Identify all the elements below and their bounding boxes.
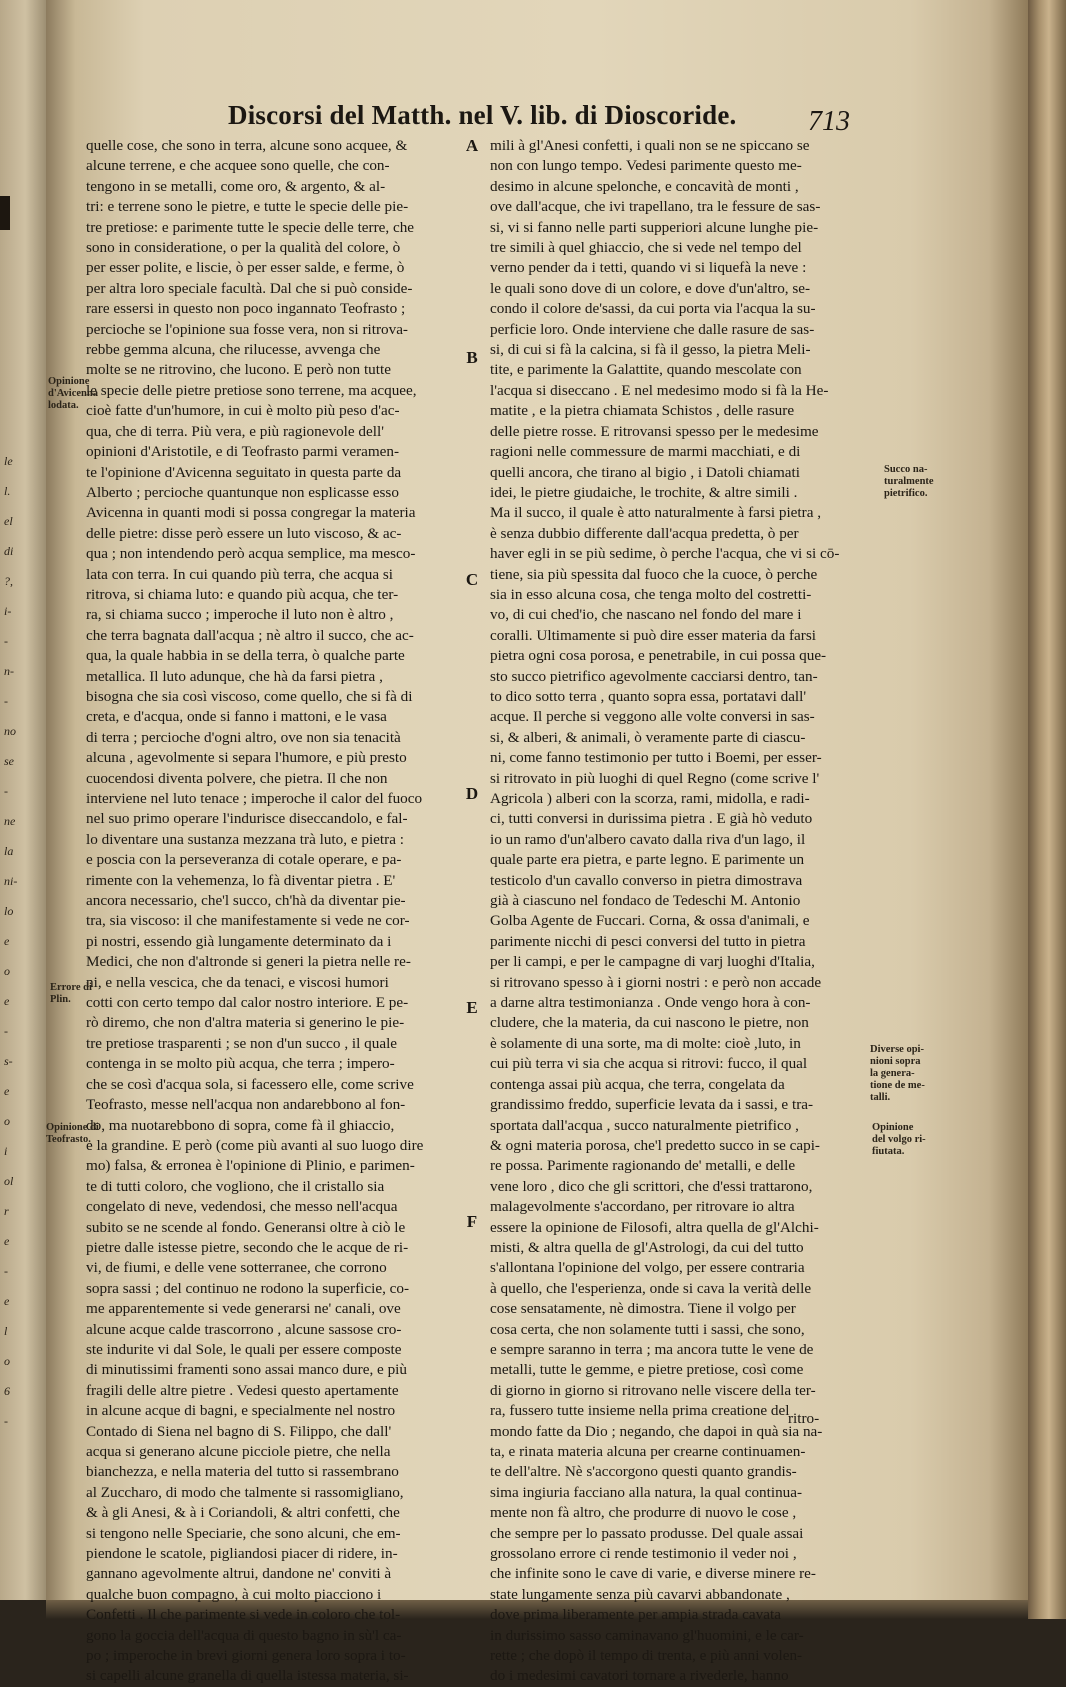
facing-page-fragment: ?, [4, 574, 13, 588]
text-line: po ; imperoche in brevi giorni genera loro sopra i to- [86, 1647, 406, 1665]
text-line: che se così d'acqua sola, si facessero elle, come scrive [86, 1075, 414, 1093]
text-line: re possa. Parimente ragionando de' metalli, e delle [490, 1157, 796, 1175]
section-letter: F [466, 1212, 478, 1231]
margin-note-line: talli. [870, 1092, 891, 1103]
text-line: idei, le pietre giudaiche, le trochite, & altre simili . [490, 483, 798, 501]
text-line: alcune acque calde trascorrono , alcune sassose cro- [86, 1320, 402, 1338]
text-line: cui più terra vi sia che acqua si ritrovi: fucco, il qual [490, 1055, 808, 1073]
text-line: si capelli alcune granella di quella istessa materia, si- [86, 1667, 409, 1685]
text-line: Teofrasto, messe nell'acqua non andarebbono al fon- [86, 1096, 406, 1114]
text-line: rebbe gemma alcuna, che rilucesse, avvenga che [86, 341, 381, 359]
facing-page-fragment: i [4, 1144, 8, 1158]
facing-page-fragment: e [4, 1294, 10, 1308]
text-line: ste indurite vi dal Sole, le quali per essere composte [86, 1340, 402, 1358]
text-line: tiene, sia più spessita dal fuoco che la cuoce, ò perche [490, 565, 818, 583]
facing-page-fragment: se [4, 754, 14, 768]
text-line: mo) falsa, & erronea è l'opinione di Plinio, e parimen- [86, 1157, 415, 1175]
text-line: vene loro , dico che gli scrittori, che d'essi trattarono, [490, 1177, 813, 1195]
text-line: & ogni materia porosa, che'l predetto succo in se capi- [490, 1136, 820, 1154]
text-line: grossolano errore ci rende testimonio il veder noi , [490, 1545, 797, 1563]
text-line: cotti con certo tempo dal calor nostro interiore. E pe- [86, 994, 409, 1012]
text-line: Medici, che non d'altronde si generi la pietra nelle re- [86, 953, 411, 971]
text-line: do i medesimi cavatori tornare a rivederle, hanno [490, 1667, 789, 1685]
text-line: per altra loro speciale facultà. Dal che si può conside- [86, 279, 413, 297]
text-line: ci, tutti conversi in durissima pietra . E già hò veduto [490, 810, 813, 828]
text-line: bisogna che sia così viscoso, come quello, che si fà di [86, 687, 413, 705]
facing-page-fragment: l. [4, 484, 11, 498]
text-line: sia in esso alcuna cosa, che tenga molto del costretti- [490, 585, 812, 603]
text-line: misti, & altra quella de gl'Astrologi, da cui del tutto [490, 1238, 804, 1256]
text-line: io un ramo d'un'albero cavato dalla riva d'un lago, il [490, 830, 806, 848]
margin-note-line: turalmente [884, 476, 934, 487]
text-line: acqua si generano alcune picciole pietre, che nella [86, 1443, 391, 1460]
text-line: Confetti . Il che parimente si vede in coloro che tol- [86, 1606, 401, 1624]
text-line: le quali sono dove di un colore, e dove d'un'altro, se- [490, 279, 811, 297]
text-line: quelli ancora, che tirano al bigio , i Datoli chiamati [490, 463, 800, 481]
text-line: testicolo d'un cavallo converso in pietra dimostrava [490, 871, 803, 889]
text-line: di terra ; percioche d'ogni altro, ove non sia tenacità [86, 728, 401, 746]
text-line: si ritrovano spesso à i giorni nostri : e però non accade [490, 973, 822, 991]
text-line: lata con terra. In cui quando più terra, che acqua si [86, 565, 393, 583]
text-line: state lungamente senza più cavarvi abbandonate , [490, 1585, 790, 1603]
facing-page-fragment: - [4, 1264, 8, 1278]
text-line: mondo fatte da Dio ; negando, che dapoi in quà sia na- [490, 1422, 823, 1440]
text-line: Contado di Siena nel bagno di S. Filippo, che dall' [86, 1422, 392, 1440]
text-line: sportata dall'acqua , succo naturalmente pietrifico , [490, 1116, 799, 1134]
text-line: ove dall'acque, che ivi trapellano, tra le fessure de sas- [490, 198, 821, 216]
margin-note-line: nioni sopra [870, 1056, 921, 1067]
text-line: in alcune acque di bagni, e specialmente nel nostro [86, 1402, 396, 1420]
text-line: te l'opinione d'Avicenna seguitato in questa parte da [86, 463, 402, 481]
text-line: è solamente di una sorte, ma di molte: cioè ,luto, in [490, 1034, 801, 1052]
text-column-left [86, 136, 456, 1687]
text-line: fragili delle altre pietre . Vedesi questo apertamente [86, 1381, 399, 1399]
text-line: pietre dalle istesse pietre, secondo che le acque de ri- [86, 1238, 409, 1256]
text-line: rò diremo, che non d'altra materia si generino le pie- [86, 1014, 405, 1032]
text-line: pietra ogni cosa porosa, e penetrabile, in cui possa que- [490, 647, 827, 665]
facing-page-fragment: - [4, 784, 8, 798]
margin-note [884, 464, 934, 500]
text-line: percioche se l'opinione sua fosse vera, non si ritrova- [86, 320, 408, 338]
text-line: ni, e nella vescica, che da tenaci, e viscosi humori [86, 973, 389, 991]
text-line: sopra sassi ; del continuo ne rodono la superficie, co- [86, 1279, 410, 1297]
margin-note-line: fiutata. [872, 1146, 905, 1157]
facing-page-fragment: l [4, 1324, 8, 1338]
text-line: rare essersi in questo non poco ingannato Teofrasto ; [86, 300, 406, 318]
text-line: creta, e d'acqua, onde si fanno i mattoni, e le vasa [86, 708, 387, 726]
text-line: le specie delle pietre pretiose sono terrene, ma acquee, [86, 381, 417, 399]
margin-note-line: Errore di [50, 982, 92, 993]
text-line: ragioni nelle commessure de marmi macchiati, e di [490, 443, 801, 461]
facing-page-fragment: 6 [4, 1384, 10, 1398]
section-letter: B [466, 348, 478, 367]
text-line: acque. Il perche si veggono alle volte conversi in sas- [490, 708, 815, 726]
facing-page-fragment: el [4, 514, 13, 528]
text-line: che sempre per lo passato produsse. Del quale assai [490, 1524, 804, 1542]
text-line: quale parte era pietra, e parte legno. E parimente un [490, 851, 805, 869]
text-line: & à gli Anesi, & à i Coriandoli, & altri confetti, che [86, 1504, 400, 1522]
facing-page-fragment: s- [4, 1054, 13, 1068]
margin-note-line: pietrifico. [884, 488, 928, 499]
text-line: ta, e rinata materia alcuna per crearne continuamen- [490, 1443, 806, 1460]
text-line: sono in consideratione, o per la qualità del colore, ò [86, 239, 401, 257]
text-line: contenga in se molto più acqua, che terra ; impero- [86, 1055, 395, 1073]
text-line: malagevolmente s'accordano, per ritrovare io altra [490, 1198, 795, 1216]
text-column-right [490, 136, 866, 1687]
text-line: si, & alberi, & animali, ò veramente parte di ciascu- [490, 728, 806, 746]
margin-note-line: Teofrasto. [46, 1134, 91, 1145]
text-line: parimente nicchi di pesci conversi del tutto in pietra [490, 932, 806, 950]
text-line: perficie loro. Onde interviene che dalle rasure de sas- [490, 320, 815, 338]
text-line: bianchezza, e nella materia del tutto si rassembrano [86, 1463, 399, 1481]
margin-note [46, 1122, 99, 1146]
text-line: delle pietre rosse. E ritrovansi spesso per le medesime [490, 422, 819, 440]
facing-page-fragment: o [4, 1354, 10, 1368]
text-line: coralli. Ultimamente si può dire esser materia da farsi [490, 626, 816, 644]
text-line: molte se ne ritrovino, che lucono. E però non tutte [86, 361, 391, 379]
facing-page-fragment: - [4, 694, 8, 708]
text-line: Agricola ) alberi con la scorza, rami, midolla, e radi- [490, 790, 810, 807]
text-line: ni, come fanno testimonio per tutto i Boemi, per esser- [490, 749, 822, 767]
text-line: per li campi, e per le campagne di varj luoghi d'Italia, [490, 953, 815, 971]
text-line: cioè fatte d'un'humore, in cui è molto più peso d'ac- [86, 402, 400, 420]
text-line: a darne altra testimonianza . Onde vengo hora à con- [490, 994, 811, 1012]
text-line: l'acqua si diseccano . E nel medesimo modo si fà la He- [490, 381, 829, 399]
text-line: rette ; che dopò il tempo di trenta, e più anni volen- [490, 1647, 803, 1665]
text-line: e sempre saranno in terra ; ma ancora tutte le vene de [490, 1340, 814, 1358]
text-line: à quello, che l'esperienza, onde si cava la verità delle [490, 1279, 812, 1297]
facing-page-fragment: ne [4, 814, 16, 828]
text-line: qualche buon compagno, à cui molto piacciono i [86, 1585, 382, 1603]
text-line: si ritrovato in più luoghi di quel Regno (come scrive l' [490, 769, 820, 787]
text-line: in durissimo sasso caminavano gl'huomini, e le car- [490, 1626, 804, 1644]
text-line: gono la goccia dell'acqua di questo bagno in sù'l ca- [86, 1626, 402, 1644]
margin-note-line: la genera- [870, 1068, 915, 1079]
margin-note-line: Plin. [50, 994, 71, 1005]
text-line: ancora necessario, che'l succo, ch'hà da diventar pie- [86, 892, 406, 910]
margin-note-line: Succo na- [884, 464, 928, 475]
text-line: mente non fà altro, che produrre di nuovo le cose , [490, 1504, 797, 1522]
margin-note [872, 1122, 926, 1158]
text-line: piendone le scatole, pigliandosi piacer di ridere, in- [86, 1545, 398, 1563]
text-line: si tengono nelle Speciarie, che sono alcuni, che em- [86, 1524, 401, 1542]
text-line: desimo in alcune spelonche, e concavità de monti , [490, 177, 799, 195]
text-line: Alberto ; percioche quantunque non esplicasse esso [86, 483, 399, 501]
text-line: tite, e parimente la Galattite, quando mescolate con [490, 361, 802, 379]
text-line: si, di cui si fà la calcina, si fà il gesso, la pietra Meli- [490, 341, 811, 359]
margin-note-line: Diverse opi- [870, 1044, 924, 1055]
text-line: vi, de fiumi, e delle vene sotterranee, che corrono [86, 1259, 387, 1277]
book-page-edge [1028, 0, 1066, 1619]
facing-page-fragment: - [4, 1414, 8, 1428]
text-line: essere la opinione de Filosofi, altra quella de gl'Alchi- [490, 1218, 819, 1236]
section-letter: D [465, 784, 479, 803]
facing-page-fragment: lo [4, 904, 14, 918]
text-line: haver egli in se più sedime, ò perche l'acqua, che vi si cō- [490, 545, 840, 563]
text-line: di giorno in giorno si ritrovano nelle viscere della ter- [490, 1381, 816, 1399]
facing-page-edge [0, 0, 46, 1600]
margin-note [870, 1044, 925, 1104]
text-line: interviene nel luto tenace ; imperoche il calor del fuoco [86, 790, 423, 807]
text-line: qua ; non intendendo però acqua semplice, ma mesco- [86, 545, 416, 563]
text-line: di minutissimi framenti sono assai manco dure, e più [86, 1361, 407, 1379]
text-line: cosa certa, che non solamente tutti i sassi, che sono, [490, 1320, 805, 1338]
margin-note-line: Opinione [48, 376, 90, 387]
margin-note-line: del volgo ri- [872, 1134, 926, 1145]
text-line: delle pietre: disse però essere un luto viscoso, & ac- [86, 524, 402, 542]
text-line: sto succo pietrifico agevolmente cacciarsi dentro, tan- [490, 667, 818, 685]
text-line: che terra bagnata dall'acqua ; nè altro il succo, che ac- [86, 626, 414, 644]
text-line: cuocendosi diventa polvere, che pietra. Il che non [86, 769, 388, 787]
text-line: ra, si chiama succo ; imperoche il luto non è altro , [86, 606, 394, 624]
text-line: contenga assai più acqua, che terra, congelata da [490, 1075, 785, 1093]
text-line: quelle cose, che sono in terra, alcune sono acquee, & [86, 137, 408, 154]
text-line: mili à gl'Anesi confetti, i quali non se ne spiccano se [490, 137, 810, 154]
text-line: tre pretiose: e parimente tutte le specie delle terre, che [86, 218, 415, 236]
text-line: e poscia con la perseveranza di cotale operare, e pa- [86, 851, 402, 869]
facing-page-fragment: - [4, 1024, 8, 1038]
margin-note-line: lodata. [48, 400, 79, 411]
text-line: opinioni d'Aristotile, e di Teofrasto parmi veramen- [86, 443, 400, 461]
text-line: gannano agevolmente altrui, dandone ne' conviti à [86, 1565, 392, 1583]
text-line: s'allontana l'opinione del volgo, per essere contraria [490, 1259, 805, 1277]
text-line: Ma il succo, il quale è atto naturalmente à farsi pietra , [490, 504, 822, 522]
text-line: cludere, che la materia, da cui nascono le pietre, non [490, 1014, 809, 1032]
text-line: tre simili à quel ghiaccio, che si vede nel tempo del [490, 239, 802, 257]
catchword: ritro- [788, 1410, 820, 1427]
text-line: metalli, tutte le gemme, e pietre pretiose, così come [490, 1361, 804, 1379]
text-line: te di tutti coloro, che vogliono, che il cristallo sia [86, 1177, 385, 1195]
page-number: 713 [808, 106, 850, 137]
facing-page-fragment: la [4, 844, 14, 858]
text-line: alcuna , agevolmente si separa l'humore, e più presto [86, 749, 407, 767]
text-line: qua, che di terra. Più vera, e più ragionevole dell' [86, 422, 384, 440]
margin-note-line: d'Avicenna [48, 388, 98, 399]
text-line: rimente con la vehemenza, lo fà diventar pietra . E' [86, 871, 396, 889]
margin-note-line: Opinione di [46, 1122, 99, 1133]
facing-page-fragment: r [4, 1204, 9, 1218]
facing-page-fragment: n- [4, 664, 14, 678]
facing-page-fragment: e [4, 1084, 10, 1098]
section-letter: A [465, 136, 479, 155]
text-line: condo il colore de'sassi, da cui porta via l'acqua la su- [490, 300, 816, 318]
text-line: subito se ne scende al fondo. Generansi oltre à ciò le [86, 1218, 406, 1236]
margin-note [50, 982, 92, 1006]
facing-page-fragment: ni- [4, 874, 18, 888]
facing-page-initial [0, 196, 10, 230]
text-line: lo diventare una sustanza mezzana trà luto, e pietra : [86, 830, 404, 848]
margin-note-line: tione de me- [870, 1080, 925, 1091]
facing-page-fragment: e [4, 934, 10, 948]
text-line: Golba Agente de Fuccari. Corna, & ossa d'animali, e [490, 912, 810, 930]
text-line: me apparentemente si vede generarsi ne' canali, ove [86, 1300, 401, 1318]
text-line: si, vi si fanno nelle parti supperiori alcune lunghe pie- [490, 218, 819, 236]
facing-page-fragment: di [4, 544, 14, 558]
text-line: matite , e la pietra chiamata Schistos , delle rasure [490, 402, 795, 420]
text-line: non con lungo tempo. Vedesi parimente questo me- [490, 157, 802, 175]
text-line: to dico sotto terra , quanto sopra essa, portatavi dall' [490, 687, 807, 705]
text-line: Avicenna in quanti modi si possa congregar la materia [86, 504, 416, 522]
text-line: te dell'altre. Nè s'accorgono questi quanto grandis- [490, 1463, 797, 1481]
text-line: congelato di neve, vedendosi, che messo nell'acqua [86, 1198, 398, 1216]
section-letter: E [466, 998, 478, 1017]
facing-page-fragment: le [4, 454, 13, 468]
text-line: grandissimo freddo, superficie levata da i sassi, e tra- [490, 1096, 814, 1114]
margin-note-line: Opinione [872, 1122, 914, 1133]
text-line: vo, di cui ched'io, che nascano nel fondo del mare i [490, 606, 802, 624]
text-line: verno pender da i tetti, quando vi si liquefà la neve : [490, 259, 807, 277]
text-line: alcune terrene, e che acquee sono quelle, che con- [86, 157, 390, 175]
text-line: per esser polite, e liscie, ò per esser salde, e ferme, ò [86, 259, 405, 277]
section-letter: C [465, 570, 479, 589]
text-line: cose sensatamente, nè dimostra. Tiene il volgo per [490, 1300, 796, 1318]
text-line: dove prima liberamente per ampia strada cavata [490, 1606, 781, 1624]
facing-page-fragment: i- [4, 604, 12, 618]
text-line: pi nostri, essendo già lungamente determinato da i [86, 932, 392, 950]
text-line: ritrova, si chiama luto: e quando più acqua, che ter- [86, 585, 399, 603]
text-line: tra, sia viscoso: il che manifestamente si vede ne cor- [86, 912, 410, 930]
text-line: al Zuccharo, di modo che talmente si rassomigliano, [86, 1483, 404, 1501]
text-line: tre pretiose trasparenti ; se non d'un succo , il quale [86, 1034, 398, 1052]
text-line: sima ingiuria facciano alla natura, la qual continua- [490, 1483, 803, 1501]
facing-page-fragment: o [4, 1114, 10, 1128]
margin-note [48, 376, 98, 412]
text-line: ra, fussero tutte insieme nella prima creatione del [490, 1402, 790, 1420]
text-line: e la grandine. E però (come più avanti al suo luogo dire [86, 1136, 424, 1154]
text-line: qua, la quale habbia in se della terra, ò qualche parte [86, 647, 405, 665]
text-line: è senza dubbio differente dall'acqua predetta, ò per [490, 524, 799, 542]
text-line: metallica. Il luto adunque, che hà da farsi pietra , [86, 667, 383, 685]
facing-page-fragment: o [4, 964, 10, 978]
text-line: già à ciascuno nel fondaco de Tedeschi M. Antonio [490, 892, 801, 910]
facing-page-fragment: - [4, 634, 8, 648]
text-line: tengono in se metalli, come oro, & argento, & al- [86, 177, 386, 195]
text-line: nel suo primo operare l'indurisce diseccandolo, e fal- [86, 810, 408, 828]
running-header-title: Discorsi del Matth. nel V. lib. di Dioscoride. [228, 100, 737, 130]
facing-page-fragment: e [4, 994, 10, 1008]
text-line: do, ma nuotarebbono di sopra, come fà il ghiaccio, [86, 1116, 395, 1134]
facing-page-fragment: ol [4, 1174, 14, 1188]
text-line: che infinite sono le cave di varie, e diverse minere re- [490, 1565, 816, 1583]
facing-page-fragment: e [4, 1234, 10, 1248]
facing-page-fragment: no [4, 724, 16, 738]
text-line: tri: e terrene sono le pietre, e tutte le specie delle pie- [86, 198, 409, 216]
